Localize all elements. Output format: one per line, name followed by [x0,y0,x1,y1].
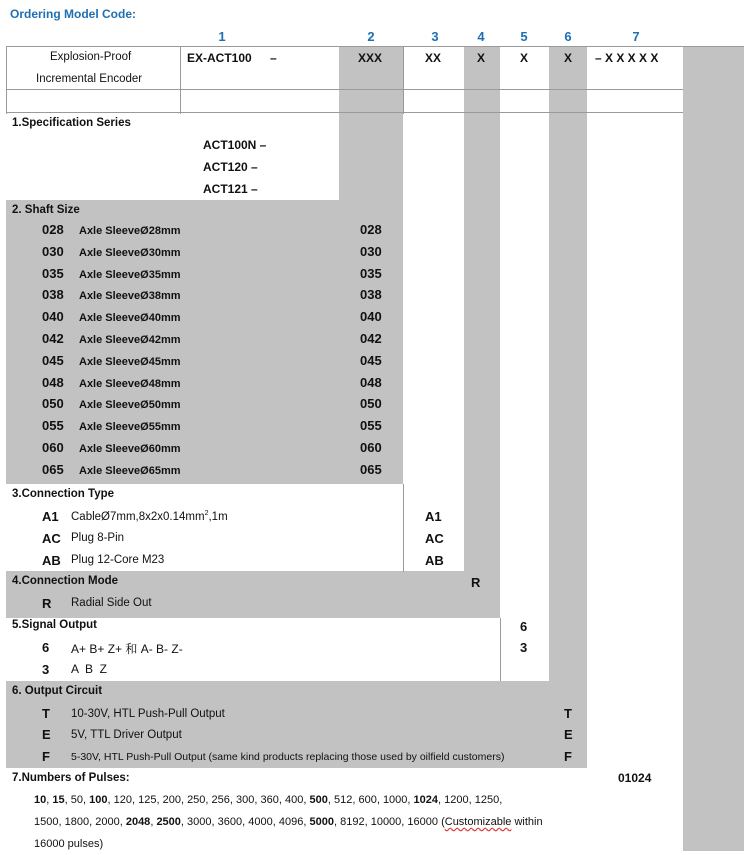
pulse-value: 5000 [309,816,334,828]
shaft-option: 050 [360,396,382,412]
pulse-value: 3600 [217,816,243,828]
pulse-value: 2048 [125,816,151,828]
shaft-code: 065 [42,461,64,477]
product-dash: – [270,51,277,65]
pulses-example: 01024 [618,771,652,785]
pulses-line-3: 16000 pulses) [34,838,104,850]
circuit-desc: 5V, TTL Driver Output [71,729,182,741]
connection-type-title: 3.Connection Type [12,488,115,500]
pulse-value: 3000 [187,816,212,828]
shaft-code: 042 [42,331,64,346]
pulse-value: 2000 [95,816,120,828]
circuit-desc: 5-30V, HTL Push-Pull Output (same kind products replacing those used by oilfield customers) [71,751,505,763]
conn-type-code: AB [42,553,61,568]
pulse-value: 100 [89,794,108,806]
shaft-size-title: 2. Shaft Size [12,204,80,216]
shaft-option: 055 [360,418,382,434]
code-col2: XXX [358,51,383,65]
signal-desc: A B Z [71,662,108,676]
code-col3: XX [425,51,442,65]
connection-mode-title: 4.Connection Mode [12,575,119,587]
conn-type-code: A1 [42,509,59,524]
pulses-title: 7.Numbers of Pulses: [12,772,130,784]
col6-shade [549,46,587,768]
conn-type-desc: $CableØ7mm,8x2x0.14mm^2,1m$ [71,510,228,523]
conn-mode-desc: Radial Side Out [71,597,152,609]
signal-output-title: 5.Signal Output [12,619,97,631]
conn-type-option: AC [425,531,444,546]
spec-series-title: 1.Specification Series [12,117,131,129]
code-col4: X [477,51,486,65]
header-rule [6,46,744,47]
pulse-value: 4096 [278,816,304,828]
shaft-desc: Axle SleeveØ50mm [79,399,181,412]
shaft-option: 048 [360,374,382,390]
conn-type-desc: Plug 12-Core M23 [71,554,165,566]
shaft-option: 038 [360,287,382,303]
shaft-option: 060 [360,440,382,455]
product-name-line2: Incremental Encoder [36,73,143,85]
col-rule [403,46,404,114]
signal-option: 6 [520,619,528,634]
pulse-value: 360 [260,794,279,806]
shaft-desc: Axle SleeveØ40mm [79,312,181,325]
col2-shade [339,46,403,200]
col-rule [500,618,501,681]
pulse-value: 125 [138,794,157,806]
row-rule [6,112,683,113]
pulse-value: 1250 [474,794,500,806]
shaft-desc: Axle SleeveØ48mm [79,377,181,390]
pulse-value: 1000 [382,794,408,806]
circuit-code: T [42,706,50,721]
signal-desc: A+ B+ Z+ 和 A- B- Z- [71,642,183,656]
pulse-value: 10000 [370,816,402,828]
shaft-option: 040 [360,309,382,325]
shaft-desc: Axle SleeveØ65mm [79,464,181,477]
conn-mode-option: R [471,575,481,590]
pulse-value: 500 [309,794,328,806]
shaft-desc: Axle SleeveØ30mm [79,246,181,259]
shaft-code: 055 [42,418,64,434]
col-header-1: 1 [218,29,226,44]
shaft-desc: Axle SleeveØ28mm [79,225,181,237]
pulse-value: 50 [70,794,83,806]
shaft-desc: Axle SleeveØ35mm [79,268,181,281]
shaft-code: 030 [42,243,64,259]
code-col6: X [564,51,573,65]
row-rule [6,89,683,90]
col-header-6: 6 [564,29,572,44]
pulse-value: 300 [236,794,255,806]
circuit-option: F [564,749,572,764]
circuit-code: E [42,727,51,742]
col-header-2: 2 [367,29,375,44]
code-col5: X [520,51,529,65]
circuit-option: T [564,706,572,721]
col4-shade [464,46,500,618]
shaft-option: 065 [360,461,382,477]
shaft-code: 050 [42,396,64,412]
pulses-note-end: within [511,816,543,828]
pulse-value: 600 [358,794,377,806]
shaft-code: 060 [42,440,64,455]
shaft-code: 045 [42,352,64,368]
shaft-option: 030 [360,243,382,259]
pulse-value: 250 [187,794,206,806]
conn-type-option: A1 [425,509,442,524]
col-header-4: 4 [477,29,485,44]
pulse-value: 1024 [413,794,439,806]
conn-type-option: AB [425,553,444,568]
signal-code: 3 [42,662,50,677]
shaft-section-shade [6,200,403,484]
shaft-code: 035 [42,265,64,281]
pulse-value: 120 [113,794,132,806]
product-model: EX-ACT100 [187,51,252,65]
shaft-code: 040 [42,309,64,325]
pulse-value: 200 [162,794,181,806]
pulse-value: 400 [285,794,304,806]
conn-type-desc: Plug 8-Pin [71,532,125,544]
pulses-line-1: 10, 15, 50, 100, 120, 125, 200, 250, 256, 300, 360, 400, 500, 512, 600, 1000, 1024, 1200, 1250, [34,794,503,806]
shaft-desc: Axle SleeveØ42mm [79,334,181,346]
code-col7: – X X X X X [595,51,659,65]
signal-option: 3 [520,640,528,655]
col7-shade [683,46,744,851]
spec-series-item: ACT120 – [203,160,258,174]
pulse-value: 8192 [340,816,365,828]
product-name-line1: Explosion-Proof [50,51,132,63]
shaft-option: 042 [360,331,382,346]
page-title: Ordering Model Code: [10,7,136,21]
shaft-option: 045 [360,352,382,368]
pulses-note-open: ( [441,816,445,828]
shaft-desc: Axle SleeveØ60mm [79,443,181,455]
pulses-line-2: 1500, 1800, 2000, 2048, 2500, 3000, 3600, 4000, 4096, 5000, 8192, 10000, 16000 (Customizable within [34,816,543,828]
col-header-3: 3 [431,29,439,44]
pulses-note-word: Customizable [444,816,512,828]
conn-mode-code: R [42,596,52,611]
shaft-desc: Axle SleeveØ55mm [79,421,181,434]
conn-type-code: AC [42,531,61,546]
spec-series-item: ACT121 – [203,182,258,196]
pulse-value: 1200 [444,794,469,806]
pulse-value: 15 [52,794,65,806]
output-circuit-title: 6. Output Circuit [12,685,103,697]
pulse-value: 4000 [248,816,273,828]
col-rule [180,46,181,114]
circuit-code: F [42,749,50,764]
pulse-value: 2500 [156,816,181,828]
pulse-value: 16000 [407,816,439,828]
pulse-value: 1800 [64,816,90,828]
shaft-code: 028 [42,222,64,237]
shaft-option: 028 [360,222,382,237]
circuit-desc: 10-30V, HTL Push-Pull Output [71,708,225,720]
shaft-code: 038 [42,287,64,303]
col-rule [6,46,7,114]
pulse-value: 256 [211,794,230,806]
pulse-value: 1500 [34,816,59,828]
signal-code: 6 [42,640,50,655]
shaft-code: 048 [42,374,64,390]
shaft-desc: Axle SleeveØ38mm [79,290,181,303]
pulse-value: 10 [34,794,47,806]
col-header-5: 5 [520,29,528,44]
pulse-value: 512 [333,794,353,806]
circuit-option: E [564,727,573,742]
shaft-desc: Axle SleeveØ45mm [79,355,181,368]
col-rule [403,484,404,572]
col-header-7: 7 [632,29,640,44]
shaft-option: 035 [360,265,382,281]
spec-series-item: ACT100N – [203,138,267,152]
